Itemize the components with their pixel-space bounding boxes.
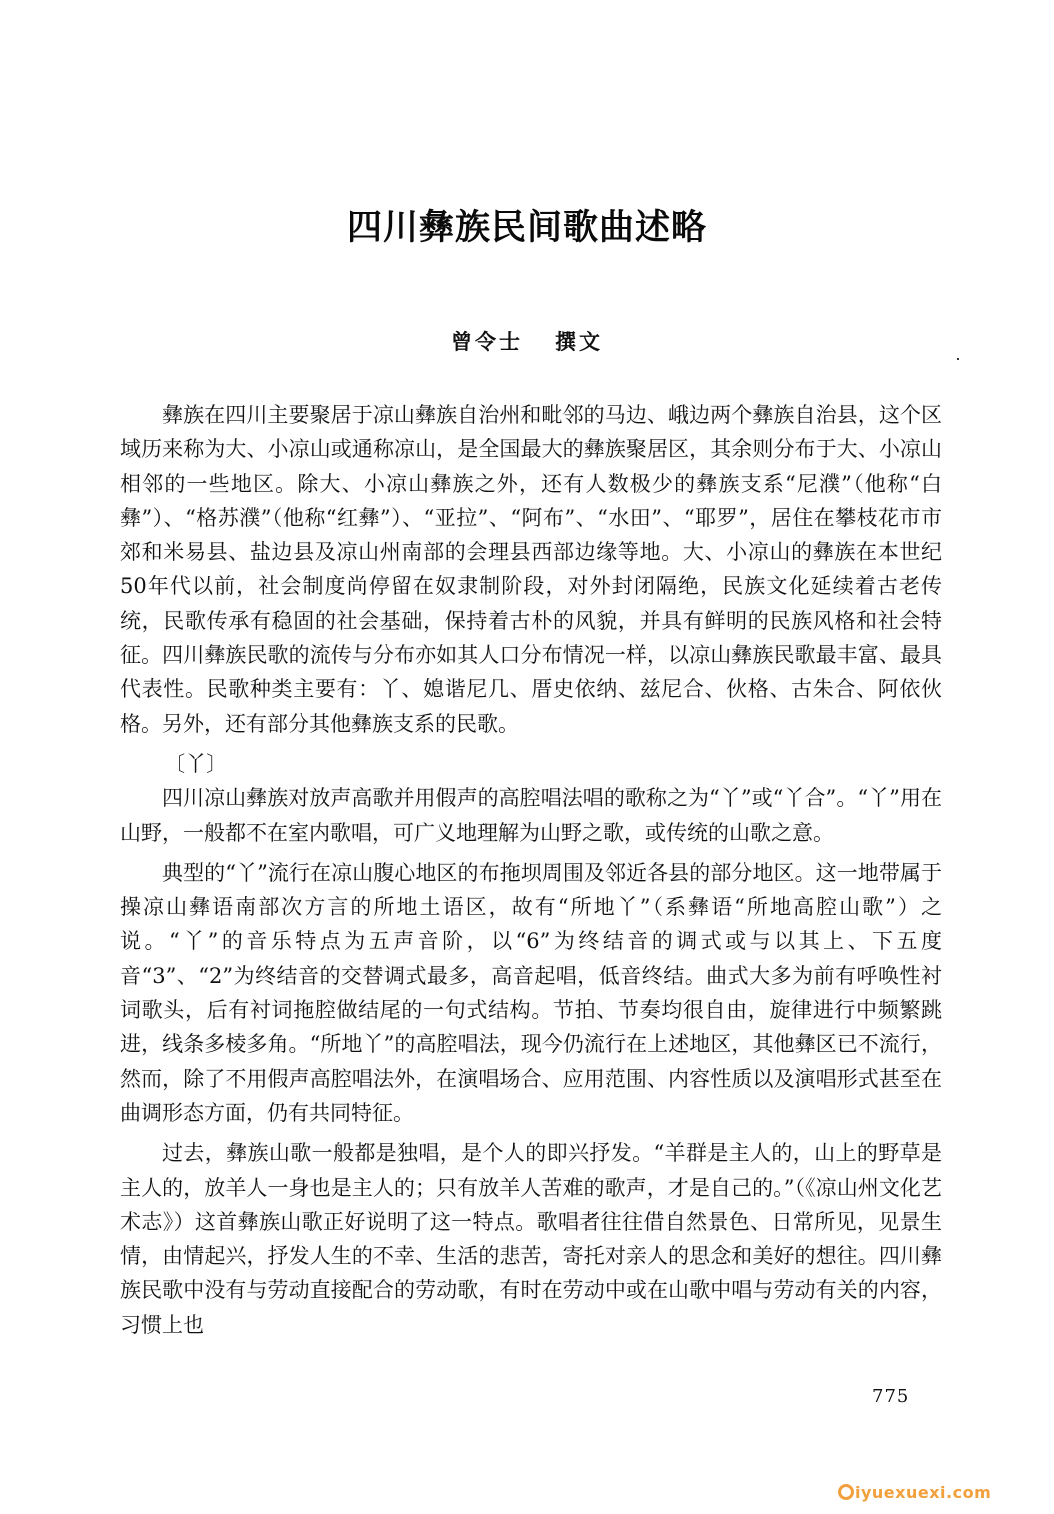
author-role: 撰文 bbox=[555, 329, 603, 354]
section-heading-ya: 〔丫〕 bbox=[164, 751, 228, 776]
page-number: 775 bbox=[872, 1386, 910, 1407]
paragraph-intro: 彝族在四川主要聚居于凉山彝族自治州和毗邻的马边、峨边两个彝族自治县，这个区域历来称为大、小凉山或通称凉山，是全国最大的彝族聚居区，其余则分布于大、小凉山相邻的一些地区。除大、小凉山彝族之外，还有人数极少的彝族支系“尼濮”（他称“白彝”）、“格苏濮”（他称“红彝”）、“亚拉”、“阿布”、“水田”、“耶罗”，居住在攀枝花市市郊和米易县、盐边县及凉山州南部的会理县西部边缘等地。大、小凉山的彝族在本世纪50年代以前，社会制度尚停留在奴隶制阶段，对外封闭隔绝，民族文化延续着古老传统，民歌传承有稳固的社会基础，保持着古朴的风貌，并具有鲜明的民族风格和社会特征。四川彝族民歌的流传与分布亦如其人口分布情况一样，以凉山彝族民歌最丰富、最具代表性。民歌种类主要有：丫、媳谐尼几、厝史依纳、兹尼合、伙格、古朱合、阿依伙格。另外，还有部分其他彝族支系的民歌。 bbox=[120, 403, 942, 736]
author-name: 曾令士 bbox=[451, 329, 523, 354]
paragraph-mountain-songs: 过去，彝族山歌一般都是独唱，是个人的即兴抒发。“羊群是主人的，山上的野草是主人的，放羊人一身也是主人的；只有放羊人苦难的歌声，才是自己的。”（《凉山州文化艺术志》）这首彝族山歌正好说明了这一特点。歌唱者往往借自然景色、日常所见，见景生情，由情起兴，抒发人生的不幸、生活的悲苦，寄托对亲人的思念和美好的想往。四川彝族民歌中没有与劳动直接配合的劳动歌，有时在劳动中或在山歌中唱与劳动有关的内容，习惯上也 bbox=[120, 1141, 942, 1337]
paragraph-ya-typical: 典型的“丫”流行在凉山腹心地区的布拖坝周围及邻近各县的部分地区。这一地带属于操凉山彝语南部次方言的所地土语区，故有“所地丫”（系彝语“所地高腔山歌”）之说。“丫”的音乐特点为五声音阶，以“6”为终结音的调式或与以其上、下五度音“3”、“2”为终结音的交替调式最多，高音起唱，低音终结。曲式大多为前有呼唤性衬词歌头，后有衬词拖腔做结尾的一句式结构。节拍、节奏均很自由，旋律进行中频繁跳进，线条多棱多角。“所地丫”的高腔唱法，现今仍流行在上述地区，其他彝区已不流行，然而，除了不用假声高腔唱法外，在演唱场合、应用范围、内容性质以及演唱形式甚至在曲调形态方面，仍有共同特征。 bbox=[120, 860, 942, 1125]
article-title: 四川彝族民间歌曲述略 bbox=[346, 208, 707, 248]
author-byline bbox=[0, 326, 1054, 356]
scan-speck bbox=[957, 358, 959, 360]
paragraph-ya-definition: 四川凉山彝族对放声高歌并用假声的高腔唱法唱的歌称之为“丫”或“丫合”。“丫”用在山野，一般都不在室内歌唱，可广义地理解为山野之歌，或传统的山歌之意。 bbox=[120, 786, 942, 845]
site-watermark bbox=[838, 1483, 991, 1502]
q-logo-icon bbox=[838, 1484, 854, 1500]
article-body bbox=[120, 398, 942, 1342]
watermark-text: iyuexuexi.com bbox=[855, 1483, 992, 1502]
